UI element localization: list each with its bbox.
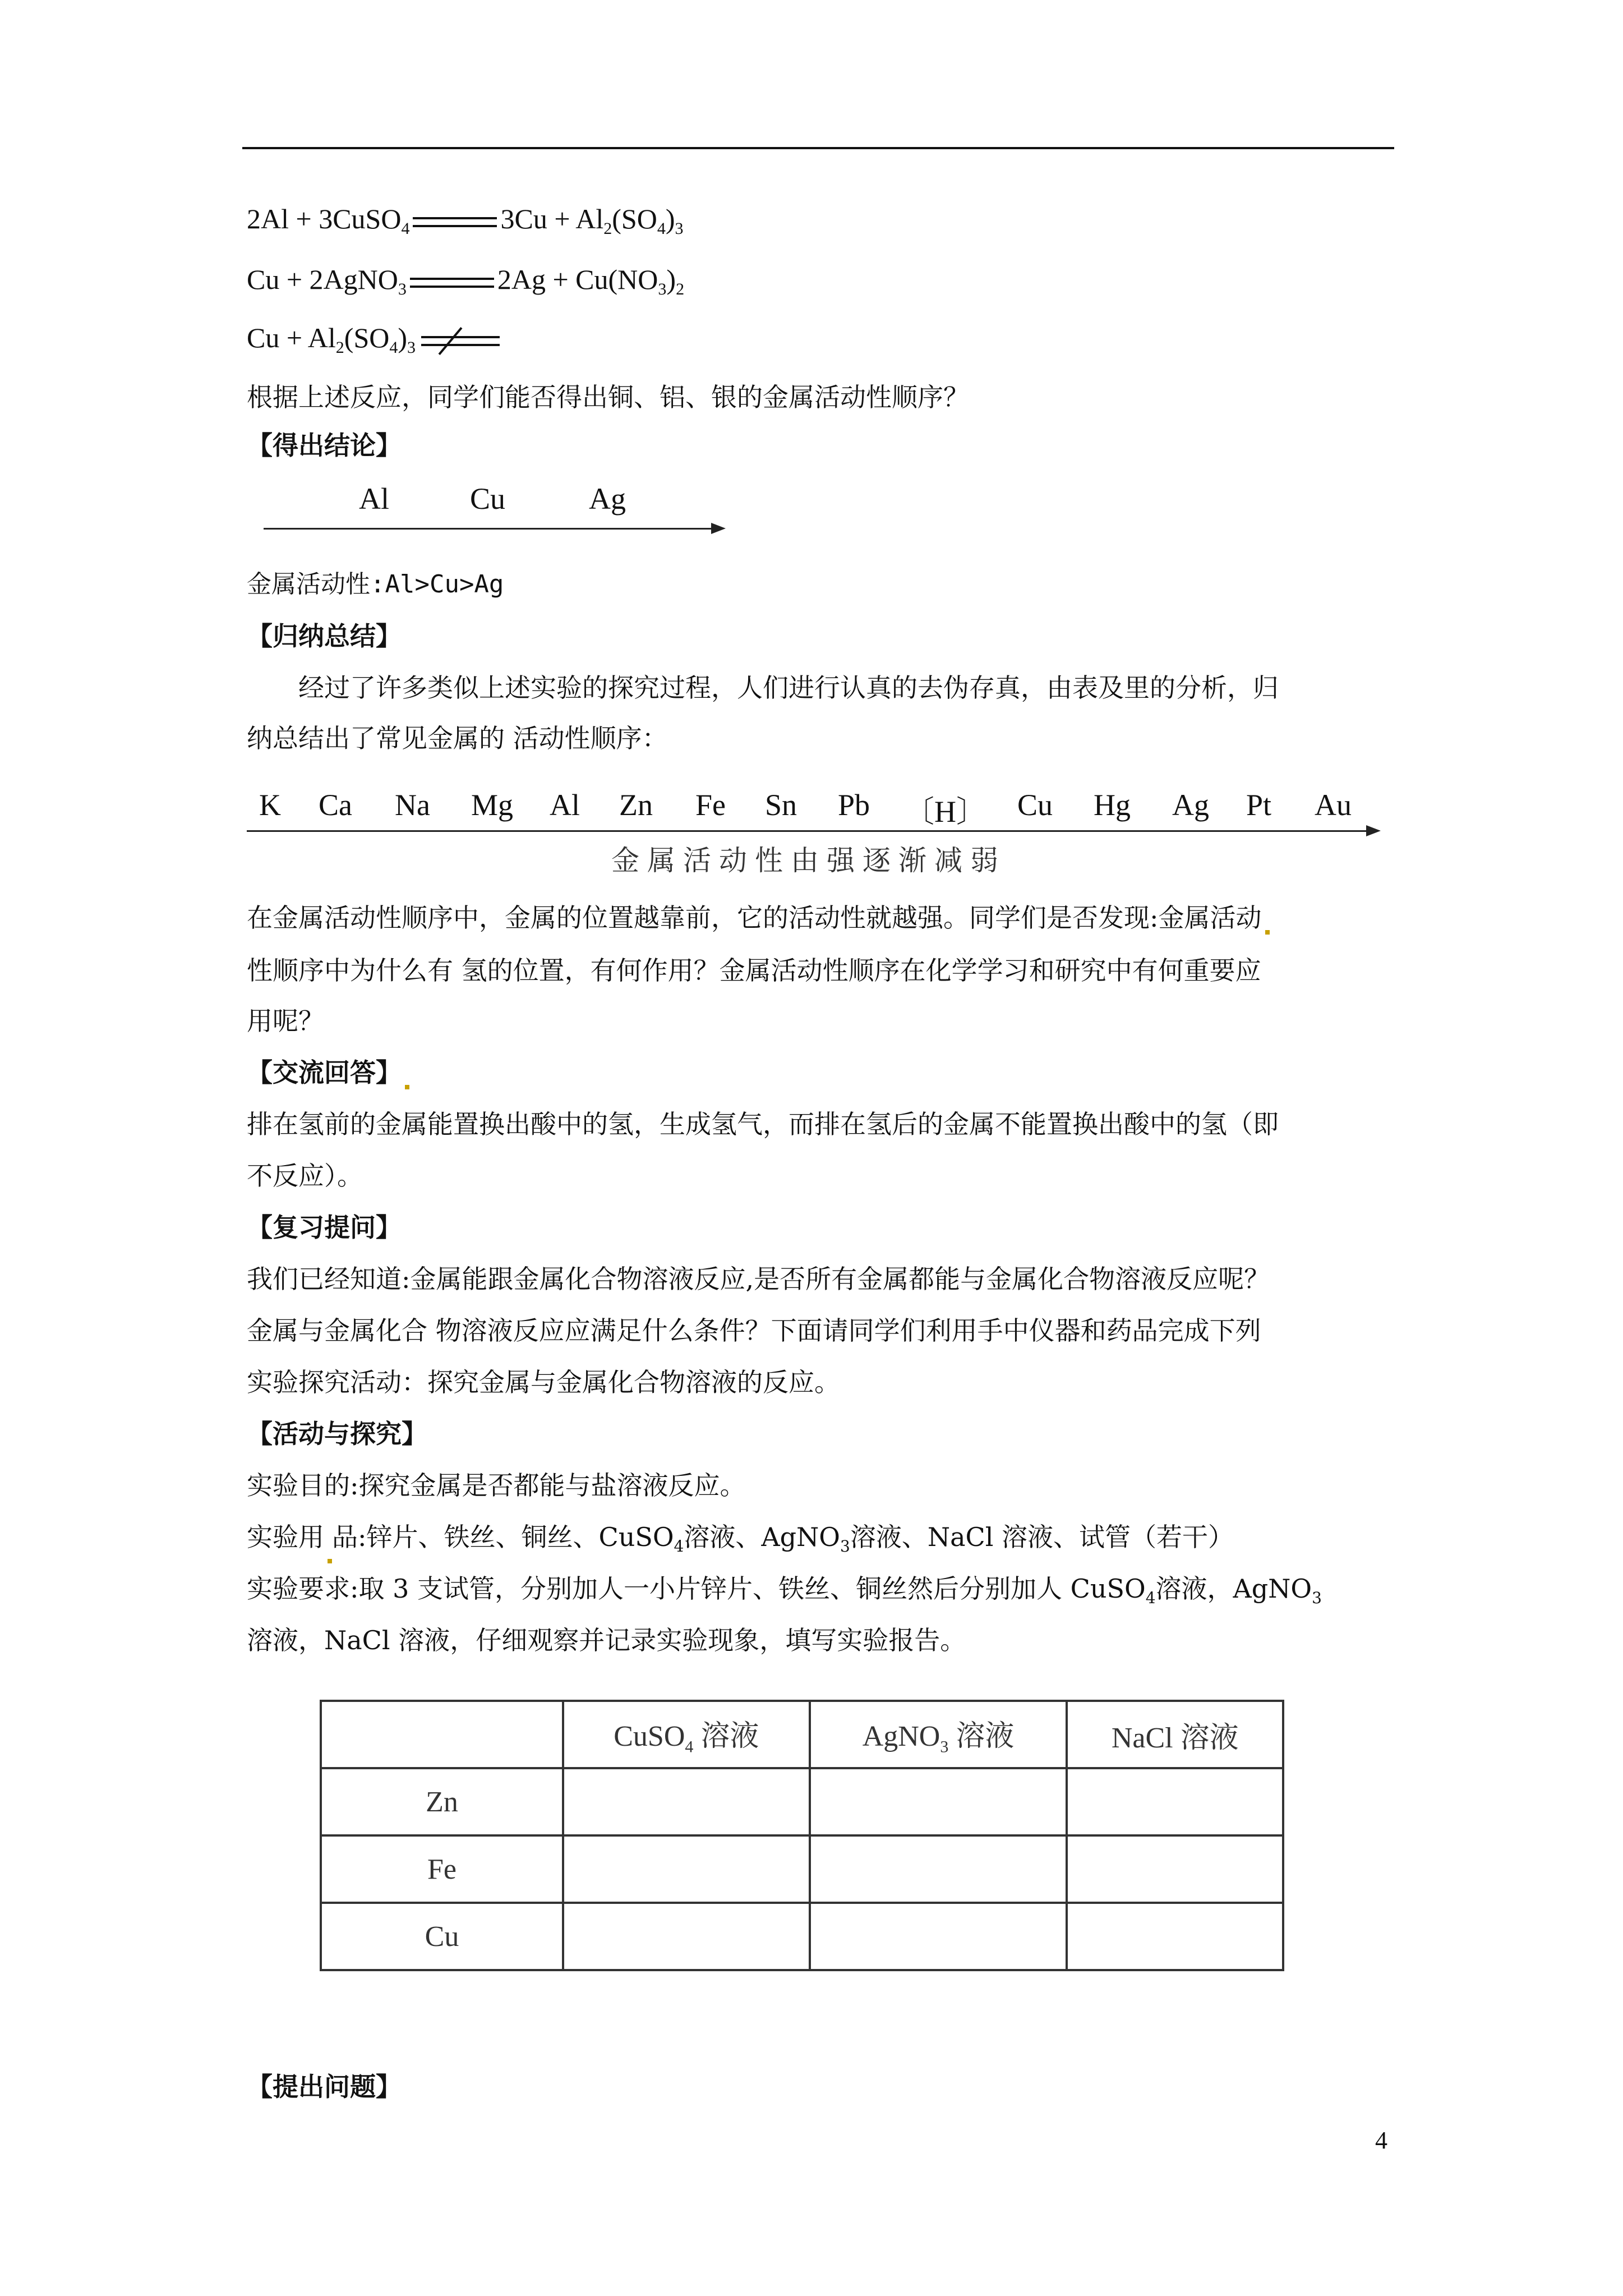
equals-sign (413, 214, 497, 231)
table-cell[interactable] (1067, 1768, 1283, 1835)
paragraph-2-line-3: 用呢？ (247, 1006, 324, 1036)
summary-line-2: 纳总结出了常见金属的 活动性顺序： (247, 723, 668, 753)
experiment-report-table (320, 1700, 1284, 1971)
series-caption: 金属活动性由强逐渐减弱 (611, 844, 1006, 877)
heading-activity: 【活动与探究】 (247, 1419, 427, 1449)
experiment-requirement: 实验要求:取 3 支试管，分别加人一小片锌片、铁丝、铜丝然后分别加人 CuSO$_4$溶液，AgNO$_3$ (247, 1573, 1322, 1608)
table-row (321, 1768, 1283, 1835)
series-metal: Zn (619, 788, 653, 822)
activity-statement: 金属活动性:Al>Cu>Ag (247, 570, 504, 599)
series-metal: Cu (1017, 788, 1053, 822)
table-row-label: Cu (321, 1903, 563, 1970)
no-reaction-sign (421, 333, 500, 349)
review-line-1: 我们已经知道:金属能跟金属化合物溶液反应,是否所有金属都能与金属化合物溶液反应呢？ (247, 1264, 1270, 1294)
series-arrow (247, 830, 1368, 832)
series-metal: Ca (319, 788, 352, 822)
series-metal: Pt (1246, 788, 1272, 822)
series-metal: Au (1315, 788, 1352, 822)
highlight-mark (328, 1559, 332, 1563)
table-cell[interactable] (810, 1903, 1067, 1970)
highlight-mark (405, 1085, 409, 1089)
equals-sign (410, 274, 494, 291)
table-header-cell: AgNO$_3$ 溶液 (810, 1701, 1067, 1768)
table-row (321, 1835, 1283, 1903)
order-metal: Cu (470, 482, 506, 516)
highlight-mark (1265, 930, 1270, 935)
series-metal: Fe (695, 788, 726, 822)
review-line-3: 实验探究活动：探究金属与金属化合物溶液的反应。 (247, 1367, 840, 1397)
equation-2: Cu + 2AgNO$_3$ $2Ag + Cu(NO_3)_2$ (247, 264, 685, 298)
series-metal: Hg (1094, 788, 1131, 822)
table-row-label: Fe (321, 1835, 563, 1903)
equation-3: $Cu + Al_2(SO_4)_3$ (247, 321, 500, 365)
heading-question: 【提出问题】 (247, 2072, 402, 2102)
table-cell[interactable] (1067, 1903, 1283, 1970)
heading-review: 【复习提问】 (247, 1212, 402, 1243)
table-cell[interactable] (563, 1835, 810, 1903)
paragraph-2-line-1: 在金属活动性顺序中，金属的位置越靠前，它的活动性就越强。同学们是否发现:金属活动 (247, 901, 1270, 935)
review-line-2: 金属与金属化合 物溶液反应应满足什么条件？下面请同学们利用手中仪器和药品完成下列 (247, 1315, 1261, 1346)
page-number: 4 (1375, 2127, 1387, 2154)
order-metal: Al (359, 482, 389, 516)
heading-conclusion: 【得出结论】 (247, 430, 402, 461)
table-corner-cell (321, 1701, 563, 1768)
arrow-head-icon (1366, 825, 1381, 836)
arrow-head-icon (711, 523, 726, 534)
order-arrow (264, 528, 712, 530)
series-metal: 〔H〕 (904, 795, 986, 829)
table-header-cell: NaCl 溶液 (1067, 1701, 1283, 1768)
question-text: 根据上述反应，同学们能否得出铜、铝、银的金属活动性顺序？ (247, 382, 969, 412)
table-row (321, 1903, 1283, 1970)
heading-summary: 【归纳总结】 (247, 621, 402, 651)
series-metal: K (259, 788, 281, 822)
table-header-row (321, 1701, 1283, 1768)
answer-line-1: 排在氢前的金属能置换出酸中的氢，生成氢气，而排在氢后的金属不能置换出酸中的氢（即 (247, 1109, 1279, 1139)
heading-answer: 【交流回答】 (247, 1056, 409, 1089)
equation-1: 2Al + 3CuSO$_4$ $3Cu + Al_2(SO_4)_3$ (247, 203, 684, 238)
table-cell[interactable] (563, 1768, 810, 1835)
table-cell[interactable] (1067, 1835, 1283, 1903)
series-metal: Al (550, 788, 580, 822)
header-rule (242, 147, 1394, 149)
series-metal: Sn (765, 788, 797, 822)
series-metal: Pb (838, 788, 870, 822)
experiment-purpose: 实验目的:探究金属是否都能与盐溶液反应。 (247, 1470, 746, 1501)
answer-line-2: 不反应）。 (247, 1161, 363, 1191)
table-cell[interactable] (810, 1768, 1067, 1835)
table-cell[interactable] (810, 1835, 1067, 1903)
series-metal: Na (395, 788, 430, 822)
table-cell[interactable] (563, 1903, 810, 1970)
experiment-requirement-line-2: 溶液，NaCl 溶液，仔细观察并记录实验现象，填写实验报告。 (247, 1625, 966, 1655)
series-metal: Ag (1172, 788, 1209, 822)
series-metal: Mg (471, 788, 514, 822)
summary-line-1: 经过了许多类似上述实验的探究过程，人们进行认真的去伪存真，由表及里的分析，归 (298, 673, 1279, 703)
order-metal: Ag (589, 482, 626, 516)
table-row-label: Zn (321, 1768, 563, 1835)
table-header-cell: CuSO$_4$ 溶液 (563, 1701, 810, 1768)
experiment-supplies: 实验用 品:锌片、铁丝、铜丝、CuSO$_4$溶液、AgNO$_3$溶液、NaCl 溶液、试管（若干） (247, 1520, 1234, 1563)
paragraph-2-line-2: 性顺序中为什么有 氢的位置，有何作用？金属活动性顺序在化学学习和研究中有何重要应 (247, 955, 1261, 986)
